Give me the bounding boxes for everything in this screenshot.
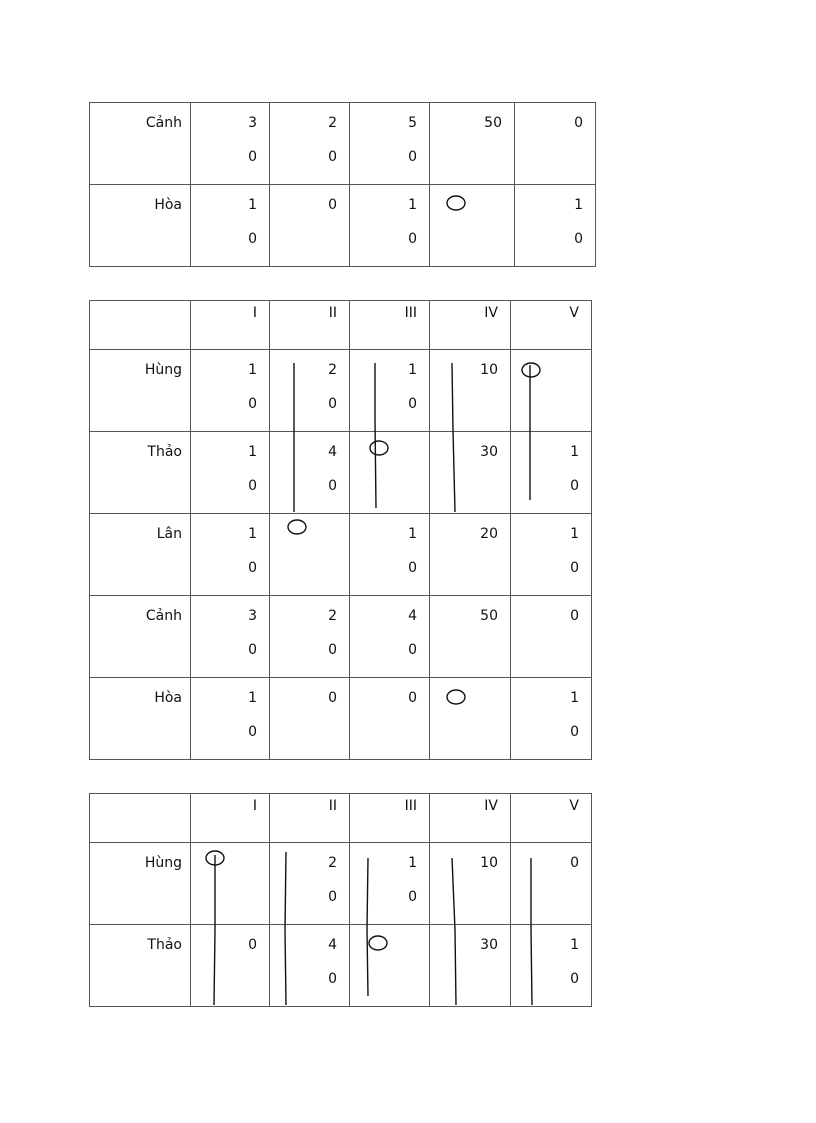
- cost-value-digit: 0: [570, 560, 579, 576]
- table-row: [90, 596, 592, 678]
- column-header-label: II: [328, 798, 337, 814]
- cost-value-digit: 30: [480, 937, 498, 953]
- cost-value-digit: 1: [408, 362, 417, 378]
- cost-value-digit: 0: [328, 149, 337, 165]
- cost-value-digit: 0: [408, 396, 417, 412]
- cost-cell: [511, 514, 592, 596]
- cost-cell: [270, 432, 350, 514]
- cost-value-digit: 4: [328, 937, 337, 953]
- header-row: [90, 794, 592, 843]
- cost-value-digit: 5: [408, 115, 417, 131]
- column-header: [191, 301, 270, 350]
- row-name-cell: [90, 185, 191, 267]
- cost-cell: [191, 925, 270, 1007]
- cost-cell: [350, 596, 430, 678]
- cost-value-digit: 1: [248, 197, 257, 213]
- row-name: Lân: [156, 526, 182, 542]
- cost-cell: [350, 432, 430, 514]
- cost-value-digit: 0: [248, 937, 257, 953]
- cost-value-digit: 0: [248, 478, 257, 494]
- cost-value-digit: 0: [408, 889, 417, 905]
- cost-cell: [270, 678, 350, 760]
- cost-cell: [270, 596, 350, 678]
- cost-value-digit: 0: [328, 889, 337, 905]
- cost-cell: [270, 185, 350, 267]
- cost-value-digit: 4: [328, 444, 337, 460]
- table-row: [90, 925, 592, 1007]
- cost-cell: [191, 514, 270, 596]
- cost-cell: [350, 678, 430, 760]
- assignment-table-full: [89, 300, 592, 760]
- cost-value-digit: 0: [248, 231, 257, 247]
- cost-value-digit: 1: [574, 197, 583, 213]
- row-name-cell: [90, 678, 191, 760]
- cost-value-digit: 10: [480, 362, 498, 378]
- cost-value-digit: 0: [408, 690, 417, 706]
- column-header-label: III: [404, 798, 417, 814]
- cost-cell: [430, 350, 511, 432]
- cost-cell: [515, 185, 596, 267]
- cost-cell: [430, 596, 511, 678]
- cost-value-digit: 0: [570, 971, 579, 987]
- cost-cell: [430, 514, 511, 596]
- cost-value-digit: 1: [408, 526, 417, 542]
- cost-value-digit: 0: [328, 396, 337, 412]
- column-header: [191, 794, 270, 843]
- cost-cell: [430, 925, 511, 1007]
- table-row: [90, 432, 592, 514]
- column-header-label: IV: [484, 798, 498, 814]
- row-name: Hùng: [144, 362, 182, 378]
- cost-value-digit: 0: [574, 231, 583, 247]
- cost-value-digit: 0: [328, 478, 337, 494]
- column-header-label: I: [252, 798, 257, 814]
- row-name-cell: [90, 103, 191, 185]
- cost-value-digit: 1: [570, 526, 579, 542]
- assignment-table-partial: [89, 102, 596, 267]
- cost-cell: [191, 432, 270, 514]
- cost-value-digit: 1: [570, 937, 579, 953]
- cost-value-digit: 0: [248, 149, 257, 165]
- cost-value-digit: 2: [328, 362, 337, 378]
- cost-value-digit: 3: [248, 115, 257, 131]
- cost-cell: [511, 925, 592, 1007]
- column-header: [270, 794, 350, 843]
- cost-cell: [270, 843, 350, 925]
- table-row: [90, 350, 592, 432]
- header-row: [90, 301, 592, 350]
- column-header: [511, 794, 592, 843]
- cost-cell: [350, 925, 430, 1007]
- cost-value-digit: 0: [408, 560, 417, 576]
- cost-cell: [350, 350, 430, 432]
- cost-cell: [191, 678, 270, 760]
- row-name: Cảnh: [145, 608, 182, 624]
- cost-cell: [430, 843, 511, 925]
- cost-cell: [191, 596, 270, 678]
- row-name: Hòa: [154, 690, 182, 706]
- row-name: Hùng: [144, 855, 182, 871]
- column-header-label: V: [569, 305, 579, 321]
- cost-value-digit: 1: [408, 197, 417, 213]
- cost-cell: [270, 103, 350, 185]
- row-name-cell: [90, 843, 191, 925]
- cost-cell: [350, 843, 430, 925]
- column-header-label: II: [328, 305, 337, 321]
- cost-value-digit: 2: [328, 115, 337, 131]
- cost-cell: [191, 350, 270, 432]
- cost-cell: [270, 350, 350, 432]
- cost-cell: [430, 432, 511, 514]
- row-name-cell: [90, 350, 191, 432]
- row-name: Cảnh: [145, 115, 182, 131]
- table-row: [90, 514, 592, 596]
- assignment-table-reduced: [89, 793, 592, 1007]
- row-name-cell: [90, 596, 191, 678]
- cost-value-digit: 30: [480, 444, 498, 460]
- cost-cell: [270, 925, 350, 1007]
- cost-value-digit: 1: [248, 362, 257, 378]
- column-header-label: V: [569, 798, 579, 814]
- cost-value-digit: 2: [328, 608, 337, 624]
- cost-value-digit: 1: [248, 526, 257, 542]
- cost-value-digit: 0: [570, 724, 579, 740]
- column-header: [511, 301, 592, 350]
- cost-cell: [511, 678, 592, 760]
- cost-cell: [511, 843, 592, 925]
- cost-value-digit: 3: [248, 608, 257, 624]
- cost-cell: [191, 843, 270, 925]
- cost-value-digit: 1: [408, 855, 417, 871]
- cost-value-digit: 1: [248, 690, 257, 706]
- cost-value-digit: 0: [570, 478, 579, 494]
- cost-value-digit: 0: [248, 724, 257, 740]
- cost-value-digit: 0: [328, 690, 337, 706]
- row-name: Hòa: [154, 197, 182, 213]
- row-name-cell: [90, 925, 191, 1007]
- table-row: [90, 678, 592, 760]
- corner-cell: [90, 301, 191, 350]
- cost-value-digit: 0: [408, 642, 417, 658]
- cost-cell: [515, 103, 596, 185]
- cost-cell: [270, 514, 350, 596]
- column-header: [430, 301, 511, 350]
- cost-cell: [511, 350, 592, 432]
- cost-value-digit: 2: [328, 855, 337, 871]
- cost-value-digit: 4: [408, 608, 417, 624]
- cost-value-digit: 0: [408, 231, 417, 247]
- cost-value-digit: 0: [248, 396, 257, 412]
- table-row: [90, 843, 592, 925]
- table-row: [90, 185, 596, 267]
- cost-value-digit: 1: [570, 690, 579, 706]
- row-name-cell: [90, 514, 191, 596]
- row-name: Thảo: [147, 937, 182, 953]
- cost-cell: [350, 103, 430, 185]
- cost-value-digit: 20: [480, 526, 498, 542]
- column-header-label: I: [252, 305, 257, 321]
- cost-value-digit: 1: [248, 444, 257, 460]
- column-header: [270, 301, 350, 350]
- cost-value-digit: 0: [408, 149, 417, 165]
- row-name: Thảo: [147, 444, 182, 460]
- cost-cell: [511, 596, 592, 678]
- cost-cell: [191, 185, 270, 267]
- cost-cell: [430, 103, 515, 185]
- cost-value-digit: 0: [328, 971, 337, 987]
- cost-value-digit: 0: [574, 115, 583, 131]
- cost-value-digit: 1: [570, 444, 579, 460]
- column-header: [430, 794, 511, 843]
- cost-value-digit: 0: [328, 197, 337, 213]
- cost-cell: [430, 185, 515, 267]
- cost-cell: [191, 103, 270, 185]
- cost-cell: [350, 514, 430, 596]
- cost-cell: [430, 678, 511, 760]
- cost-value-digit: 10: [480, 855, 498, 871]
- column-header: [350, 794, 430, 843]
- column-header: [350, 301, 430, 350]
- cost-value-digit: 0: [248, 560, 257, 576]
- cost-cell: [511, 432, 592, 514]
- cost-value-digit: 0: [570, 608, 579, 624]
- cost-value-digit: 50: [484, 115, 502, 131]
- cost-cell: [350, 185, 430, 267]
- cost-value-digit: 0: [248, 642, 257, 658]
- cost-value-digit: 0: [570, 855, 579, 871]
- cost-value-digit: 50: [480, 608, 498, 624]
- row-name-cell: [90, 432, 191, 514]
- column-header-label: III: [404, 305, 417, 321]
- table-row: [90, 103, 596, 185]
- cost-value-digit: 0: [328, 642, 337, 658]
- corner-cell: [90, 794, 191, 843]
- column-header-label: IV: [484, 305, 498, 321]
